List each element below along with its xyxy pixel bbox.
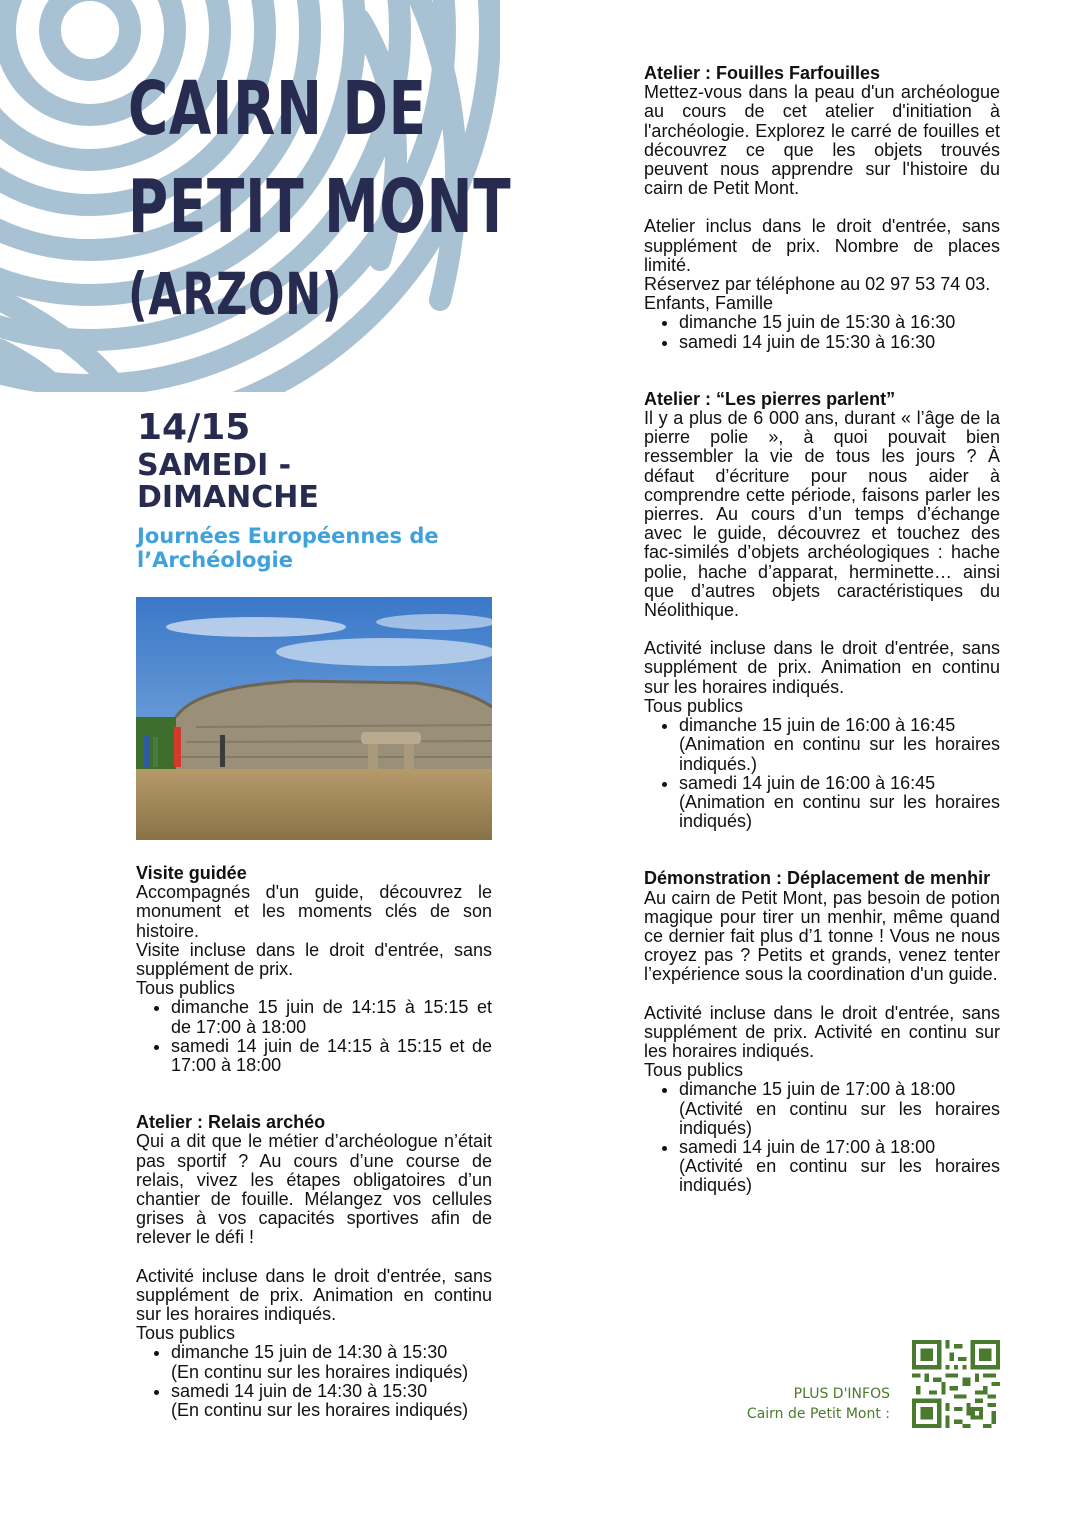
more-info-label: PLUS D'INFOS xyxy=(793,1386,890,1402)
schedule-note: (Animation en continu sur les horaires indiqués.) xyxy=(679,734,1000,774)
section-title: Atelier : “Les pierres parlent” xyxy=(644,388,896,409)
schedule-item xyxy=(679,716,1000,774)
schedule-date: • dimanche 15 juin de 14:30 à 15:30 xyxy=(171,1342,448,1363)
schedule-list xyxy=(136,1343,492,1420)
title-line-3: (ARZON) xyxy=(128,260,343,328)
schedule-note: (En continu sur les horaires indiqués) xyxy=(171,1400,469,1421)
section-price-info: Activité incluse dans le droit d'entrée, sans supplément de prix. Animation en continu sur les horaires indiqués. xyxy=(136,1265,492,1325)
section-title: Atelier : Relais archéo xyxy=(136,1112,326,1133)
schedule-note: (En continu sur les horaires indiqués) xyxy=(171,1361,469,1382)
schedule-note: (Activité en continu sur les horaires indiqués) xyxy=(679,1156,1000,1196)
schedule-date: • samedi 14 juin de 14:30 à 15:30 xyxy=(171,1380,428,1401)
section-price-info: Visite incluse dans le droit d'entrée, sans supplément de prix. xyxy=(136,939,492,980)
section-relais-archeo xyxy=(136,1113,492,1420)
section-title: Visite guidée xyxy=(136,863,247,883)
schedule-date: • samedi 14 juin de 15:30 à 16:30 xyxy=(679,331,936,352)
schedule-note: (Activité en continu sur les horaires indiqués) xyxy=(679,1098,1000,1138)
cairn-photo xyxy=(136,597,492,840)
section-audience: Tous publics xyxy=(644,1060,744,1081)
section-fouilles-farfouilles xyxy=(644,64,1000,352)
section-deplacement-menhir xyxy=(644,869,1000,1195)
schedule-date: • dimanche 15 juin de 14:15 à 15:15 et de 17:00 à 18:00 xyxy=(171,997,492,1037)
title-line-1: CAIRN DE xyxy=(128,66,427,152)
title-line-2: PETIT MONT xyxy=(128,164,512,250)
schedule-date: • samedi 14 juin de 14:15 à 15:15 et de 17:00 à 18:00 xyxy=(171,1035,492,1076)
schedule-list xyxy=(644,1080,1000,1195)
schedule-list xyxy=(136,998,492,1075)
section-price-info: Activité incluse dans le droit d'entrée, sans supplément de prix. Animation en continu sur les horaires indiqués. xyxy=(644,638,1000,697)
section-description: Au cairn de Petit Mont, pas besoin de potion magique pour tirer un menhir, même quand ce dernier fait plus d’1 tonne ! Vous ne nous croyez pas ? Petits et grands, venez tenter l’expérience sous la coordination d'un guide. xyxy=(644,887,1000,985)
section-description: Accompagnés d'un guide, découvrez le monument et les moments clés de son histoire. xyxy=(136,882,492,941)
schedule-date: • dimanche 15 juin de 16:00 à 16:45 xyxy=(679,715,956,736)
schedule-date: • samedi 14 juin de 16:00 à 16:45 xyxy=(679,772,936,793)
schedule-item xyxy=(171,998,492,1036)
schedule-list xyxy=(644,313,1000,351)
section-description: Mettez-vous dans la peau d'un archéologue au cours de cet atelier d'initiation à l'archéologie. Explorez le carré de fouilles et découvrez ce que les objets trouvés peuvent nous apprendre sur l'histoire du cairn de Petit Mont. xyxy=(644,82,1000,199)
schedule-date: • samedi 14 juin de 17:00 à 18:00 xyxy=(679,1136,936,1157)
section-audience: Tous publics xyxy=(136,1323,236,1344)
schedule-item xyxy=(171,1382,492,1420)
days-line-1: SAMEDI - xyxy=(137,448,292,483)
schedule-item xyxy=(679,1138,1000,1196)
schedule-date: • dimanche 15 juin de 15:30 à 16:30 xyxy=(679,312,956,333)
section-audience: Enfants, Famille xyxy=(644,293,774,314)
more-info-site: Cairn de Petit Mont : xyxy=(746,1406,890,1422)
schedule-note: (Animation en continu sur les horaires indiqués) xyxy=(679,791,1000,832)
schedule-list xyxy=(644,716,1000,831)
section-description: Il y a plus de 6 000 ans, durant « l’âge de la pierre polie », à quoi pouvait bien ressembler la vie de tous les jours ? À défaut d’écriture pour nous aider à comprendre cette période, faisons parler les pierres. Au cours d’un temps d’échange avec le guide, découvrez et touchez des fac-similés d’objets archéologiques : hache polie, hache d’apparat, herminette… ainsi que d’autres objets caractéristiques du Néolithique. xyxy=(644,408,1000,621)
schedule-item xyxy=(171,1037,492,1075)
section-price-info: Atelier inclus dans le droit d'entrée, sans supplément de prix. Nombre de places limité. xyxy=(644,216,1000,275)
section-reservation: Réservez par téléphone au 02 97 53 74 03. xyxy=(644,274,991,295)
section-title: Atelier : Fouilles Farfouilles xyxy=(644,63,881,83)
date-numbers: 14/15 xyxy=(137,407,251,448)
section-description: Qui a dit que le métier d’archéologue n’était pas sportif ? Au cours d’une course de relais, vivez les étapes obligatoires d’un chantier de fouille. Mélangez vos cellules grises à vos capacités sportives afin de relever le défi ! xyxy=(136,1131,492,1248)
section-pierres-parlent xyxy=(644,390,1000,831)
qr-code-icon[interactable] xyxy=(912,1340,1000,1428)
section-title: Démonstration : Déplacement de menhir xyxy=(644,868,991,889)
section-price-info: Activité incluse dans le droit d'entrée, sans supplément de prix. Activité en continu sur les horaires indiqués. xyxy=(644,1002,1000,1061)
schedule-item xyxy=(171,1343,492,1381)
schedule-item xyxy=(679,333,1000,352)
more-info xyxy=(740,1384,890,1424)
event-name: Journées Européennes de l’Archéologie xyxy=(137,524,439,572)
schedule-item xyxy=(679,1080,1000,1138)
schedule-date: • dimanche 15 juin de 17:00 à 18:00 xyxy=(679,1079,956,1100)
date-block xyxy=(137,407,467,572)
left-column xyxy=(136,864,492,1420)
days-line-2: DIMANCHE xyxy=(137,480,319,515)
page-title xyxy=(128,60,511,332)
schedule-item xyxy=(679,774,1000,832)
section-audience: Tous publics xyxy=(644,695,744,716)
section-visite-guidee xyxy=(136,864,492,1075)
section-audience: Tous publics xyxy=(136,978,236,999)
schedule-item xyxy=(679,313,1000,332)
right-column xyxy=(644,64,1000,1196)
